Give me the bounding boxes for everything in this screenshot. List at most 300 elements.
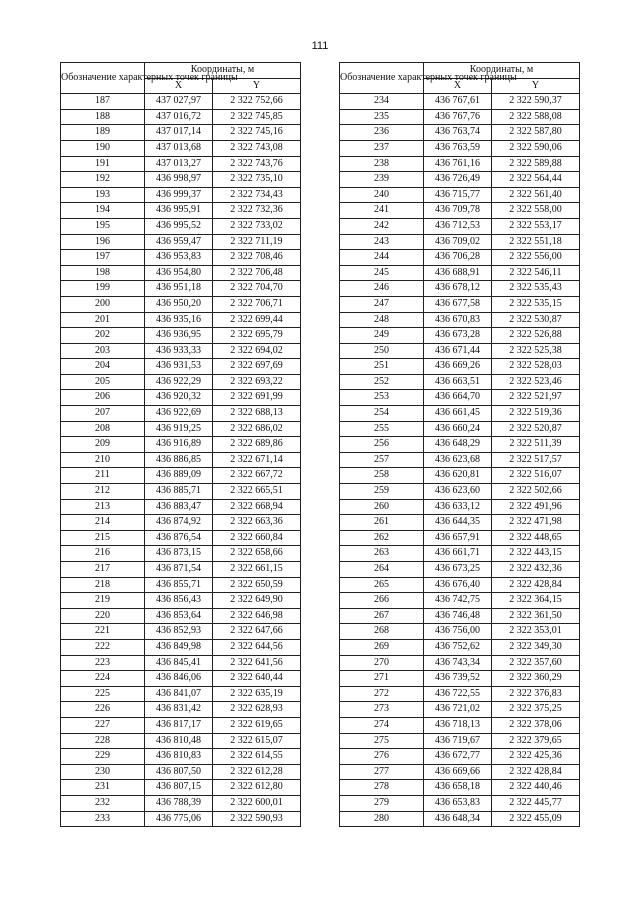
coordinate-x: 436 767,61 [424, 94, 492, 110]
point-number: 256 [340, 437, 424, 453]
point-number: 260 [340, 499, 424, 515]
table-row [340, 484, 580, 500]
coordinate-y: 2 322 528,03 [492, 359, 580, 375]
coordinate-x: 436 951,18 [145, 281, 213, 297]
coordinate-y: 2 322 364,15 [492, 593, 580, 609]
coordinate-y: 2 322 686,02 [213, 421, 301, 437]
coordinate-x: 436 810,48 [145, 733, 213, 749]
point-number: 236 [340, 125, 424, 141]
coordinate-y: 2 322 733,02 [213, 218, 301, 234]
table-row [61, 717, 301, 733]
coordinate-x: 436 852,93 [145, 624, 213, 640]
point-number: 246 [340, 281, 424, 297]
coordinate-x: 436 633,12 [424, 499, 492, 515]
point-number: 211 [61, 468, 145, 484]
table-row [61, 749, 301, 765]
coordinate-y: 2 322 745,85 [213, 109, 301, 125]
point-number: 247 [340, 296, 424, 312]
coordinate-x: 436 739,52 [424, 671, 492, 687]
table-row [340, 671, 580, 687]
table-row [340, 515, 580, 531]
table-row [61, 452, 301, 468]
point-number: 270 [340, 655, 424, 671]
table-row [340, 499, 580, 515]
point-number: 189 [61, 125, 145, 141]
coordinate-x: 436 669,66 [424, 764, 492, 780]
coordinate-x: 437 017,14 [145, 125, 213, 141]
table-row [61, 733, 301, 749]
table-row [61, 172, 301, 188]
point-number: 199 [61, 281, 145, 297]
point-number: 212 [61, 484, 145, 500]
coordinate-x: 436 664,70 [424, 390, 492, 406]
table-row [340, 374, 580, 390]
point-number: 276 [340, 749, 424, 765]
coordinate-x: 436 919,25 [145, 421, 213, 437]
point-number: 242 [340, 218, 424, 234]
table-row [61, 281, 301, 297]
coordinate-y: 2 322 520,87 [492, 421, 580, 437]
coordinate-y: 2 322 734,43 [213, 187, 301, 203]
table-row [340, 468, 580, 484]
table-row [340, 406, 580, 422]
point-number: 204 [61, 359, 145, 375]
coordinate-x: 436 761,16 [424, 156, 492, 172]
table-row [61, 655, 301, 671]
header-designation: Обозначение характерных точек границы [340, 63, 424, 94]
point-number: 197 [61, 250, 145, 266]
coordinate-y: 2 322 660,84 [213, 530, 301, 546]
coordinate-y: 2 322 525,38 [492, 343, 580, 359]
table-row [340, 312, 580, 328]
table-row [340, 94, 580, 110]
point-number: 223 [61, 655, 145, 671]
coordinate-y: 2 322 440,46 [492, 780, 580, 796]
coordinate-x: 436 995,91 [145, 203, 213, 219]
coordinate-y: 2 322 665,51 [213, 484, 301, 500]
table-row [340, 343, 580, 359]
point-number: 188 [61, 109, 145, 125]
coordinate-x: 436 846,06 [145, 671, 213, 687]
point-number: 226 [61, 702, 145, 718]
point-number: 244 [340, 250, 424, 266]
point-number: 252 [340, 374, 424, 390]
coordinate-x: 436 959,47 [145, 234, 213, 250]
coordinate-x: 436 922,29 [145, 374, 213, 390]
coordinate-x: 436 648,29 [424, 437, 492, 453]
coordinate-y: 2 322 379,65 [492, 733, 580, 749]
point-number: 192 [61, 172, 145, 188]
point-number: 264 [340, 562, 424, 578]
table-row [61, 328, 301, 344]
coordinate-x: 436 706,28 [424, 250, 492, 266]
coordinate-y: 2 322 691,99 [213, 390, 301, 406]
coordinate-y: 2 322 376,83 [492, 686, 580, 702]
coordinate-x: 436 953,83 [145, 250, 213, 266]
point-number: 210 [61, 452, 145, 468]
table-row [340, 530, 580, 546]
coordinate-y: 2 322 649,90 [213, 593, 301, 609]
point-number: 208 [61, 421, 145, 437]
table-row [61, 593, 301, 609]
coordinate-y: 2 322 448,65 [492, 530, 580, 546]
coordinate-x: 436 623,68 [424, 452, 492, 468]
coordinate-x: 437 027,97 [145, 94, 213, 110]
point-number: 229 [61, 749, 145, 765]
point-number: 241 [340, 203, 424, 219]
point-number: 259 [340, 484, 424, 500]
point-number: 250 [340, 343, 424, 359]
coordinate-y: 2 322 357,60 [492, 655, 580, 671]
point-number: 231 [61, 780, 145, 796]
point-number: 221 [61, 624, 145, 640]
point-number: 213 [61, 499, 145, 515]
coordinate-y: 2 322 661,15 [213, 562, 301, 578]
table-row [61, 343, 301, 359]
point-number: 235 [340, 109, 424, 125]
coordinate-x: 436 831,42 [145, 702, 213, 718]
point-number: 224 [61, 671, 145, 687]
coordinate-x: 436 722,55 [424, 686, 492, 702]
coordinate-y: 2 322 706,48 [213, 265, 301, 281]
table-row [61, 515, 301, 531]
coordinate-y: 2 322 614,55 [213, 749, 301, 765]
point-number: 196 [61, 234, 145, 250]
header-coordinates: Координаты, м [145, 63, 301, 79]
coordinate-y: 2 322 708,46 [213, 250, 301, 266]
coordinate-y: 2 322 471,98 [492, 515, 580, 531]
point-number: 219 [61, 593, 145, 609]
coordinate-y: 2 322 564,44 [492, 172, 580, 188]
coordinate-y: 2 322 612,80 [213, 780, 301, 796]
table-row [340, 140, 580, 156]
coordinate-y: 2 322 590,93 [213, 811, 301, 827]
table-row [61, 499, 301, 515]
header-y: Y [492, 78, 580, 94]
point-number: 280 [340, 811, 424, 827]
point-number: 193 [61, 187, 145, 203]
coordinate-x: 436 885,71 [145, 484, 213, 500]
table-body-right [340, 94, 580, 827]
point-number: 238 [340, 156, 424, 172]
table-row [340, 281, 580, 297]
coordinate-x: 436 788,39 [145, 795, 213, 811]
table-row [340, 218, 580, 234]
table-row [61, 671, 301, 687]
coordinate-y: 2 322 650,59 [213, 577, 301, 593]
coordinate-x: 436 886,85 [145, 452, 213, 468]
coordinate-y: 2 322 615,07 [213, 733, 301, 749]
coordinate-y: 2 322 704,70 [213, 281, 301, 297]
coordinate-y: 2 322 535,15 [492, 296, 580, 312]
coordinate-y: 2 322 745,16 [213, 125, 301, 141]
table-row [340, 780, 580, 796]
table-row [61, 109, 301, 125]
coordinate-y: 2 322 663,36 [213, 515, 301, 531]
table-row [340, 172, 580, 188]
coordinate-x: 436 752,62 [424, 639, 492, 655]
coordinate-x: 436 763,74 [424, 125, 492, 141]
coordinate-y: 2 322 590,37 [492, 94, 580, 110]
coordinate-x: 436 935,16 [145, 312, 213, 328]
table-row [61, 764, 301, 780]
table-row [340, 733, 580, 749]
point-number: 263 [340, 546, 424, 562]
coordinates-table-right [339, 62, 580, 827]
coordinate-y: 2 322 706,71 [213, 296, 301, 312]
point-number: 205 [61, 374, 145, 390]
point-number: 207 [61, 406, 145, 422]
table-row [340, 655, 580, 671]
table-row [340, 624, 580, 640]
coordinate-y: 2 322 641,56 [213, 655, 301, 671]
coordinate-y: 2 322 517,57 [492, 452, 580, 468]
table-row [61, 187, 301, 203]
coordinate-y: 2 322 521,97 [492, 390, 580, 406]
coordinate-y: 2 322 619,65 [213, 717, 301, 733]
coordinate-x: 436 933,33 [145, 343, 213, 359]
header-designation: Обозначение характерных точек границы [61, 63, 145, 94]
coordinate-x: 436 841,07 [145, 686, 213, 702]
point-number: 232 [61, 795, 145, 811]
coordinate-y: 2 322 530,87 [492, 312, 580, 328]
table-row [340, 577, 580, 593]
coordinate-x: 436 874,92 [145, 515, 213, 531]
coordinate-x: 436 742,75 [424, 593, 492, 609]
table-row [61, 530, 301, 546]
table-row [61, 94, 301, 110]
coordinate-y: 2 322 535,43 [492, 281, 580, 297]
coordinate-x: 436 775,06 [145, 811, 213, 827]
table-row [61, 125, 301, 141]
coordinate-y: 2 322 428,84 [492, 577, 580, 593]
point-number: 266 [340, 593, 424, 609]
point-number: 275 [340, 733, 424, 749]
coordinate-y: 2 322 511,39 [492, 437, 580, 453]
coordinate-y: 2 322 658,66 [213, 546, 301, 562]
table-row [61, 203, 301, 219]
coordinate-x: 436 709,02 [424, 234, 492, 250]
coordinate-x: 436 853,64 [145, 608, 213, 624]
coordinate-y: 2 322 519,36 [492, 406, 580, 422]
coordinate-x: 436 807,15 [145, 780, 213, 796]
coordinate-x: 436 950,20 [145, 296, 213, 312]
point-number: 269 [340, 639, 424, 655]
point-number: 201 [61, 312, 145, 328]
table-row [61, 437, 301, 453]
point-number: 191 [61, 156, 145, 172]
coordinate-x: 436 936,95 [145, 328, 213, 344]
coordinate-x: 436 721,02 [424, 702, 492, 718]
point-number: 217 [61, 562, 145, 578]
coordinate-y: 2 322 353,01 [492, 624, 580, 640]
table-row [61, 577, 301, 593]
table-row [340, 125, 580, 141]
coordinate-y: 2 322 523,46 [492, 374, 580, 390]
coordinate-y: 2 322 349,30 [492, 639, 580, 655]
point-number: 195 [61, 218, 145, 234]
coordinate-x: 436 767,76 [424, 109, 492, 125]
coordinate-x: 436 817,17 [145, 717, 213, 733]
coordinate-x: 436 916,89 [145, 437, 213, 453]
coordinate-y: 2 322 432,36 [492, 562, 580, 578]
coordinate-y: 2 322 688,13 [213, 406, 301, 422]
coordinate-x: 436 688,91 [424, 265, 492, 281]
coordinate-x: 436 889,09 [145, 468, 213, 484]
coordinate-y: 2 322 732,36 [213, 203, 301, 219]
table-body-left [61, 94, 301, 827]
coordinate-y: 2 322 668,94 [213, 499, 301, 515]
coordinate-x: 436 661,71 [424, 546, 492, 562]
coordinate-y: 2 322 612,28 [213, 764, 301, 780]
coordinate-x: 436 672,77 [424, 749, 492, 765]
table-row [340, 639, 580, 655]
table-row [340, 187, 580, 203]
table-row [61, 390, 301, 406]
coordinate-y: 2 322 360,29 [492, 671, 580, 687]
table-row [61, 265, 301, 281]
coordinate-y: 2 322 588,08 [492, 109, 580, 125]
coordinate-x: 436 876,54 [145, 530, 213, 546]
coordinate-y: 2 322 455,09 [492, 811, 580, 827]
coordinate-y: 2 322 600,01 [213, 795, 301, 811]
point-number: 245 [340, 265, 424, 281]
coordinate-x: 436 676,40 [424, 577, 492, 593]
coordinates-table-left [60, 62, 301, 827]
header-x: X [424, 78, 492, 94]
table-row [61, 468, 301, 484]
point-number: 278 [340, 780, 424, 796]
table-row [61, 795, 301, 811]
coordinate-y: 2 322 693,22 [213, 374, 301, 390]
table-row [61, 780, 301, 796]
table-row [61, 374, 301, 390]
coordinate-x: 436 671,44 [424, 343, 492, 359]
coordinate-y: 2 322 491,96 [492, 499, 580, 515]
coordinate-y: 2 322 695,79 [213, 328, 301, 344]
point-number: 215 [61, 530, 145, 546]
coordinate-x: 436 677,58 [424, 296, 492, 312]
table-row [340, 811, 580, 827]
page-number: 111 [311, 40, 329, 52]
table-row [340, 546, 580, 562]
table-row [61, 686, 301, 702]
point-number: 239 [340, 172, 424, 188]
table-row [340, 203, 580, 219]
point-number: 267 [340, 608, 424, 624]
table-row [61, 234, 301, 250]
table-row [61, 312, 301, 328]
coordinate-x: 436 620,81 [424, 468, 492, 484]
coordinate-x: 436 648,34 [424, 811, 492, 827]
point-number: 206 [61, 390, 145, 406]
table-row [340, 717, 580, 733]
point-number: 234 [340, 94, 424, 110]
coordinate-x: 436 644,35 [424, 515, 492, 531]
coordinate-y: 2 322 694,02 [213, 343, 301, 359]
point-number: 271 [340, 671, 424, 687]
coordinate-x: 436 845,41 [145, 655, 213, 671]
point-number: 233 [61, 811, 145, 827]
coordinate-y: 2 322 561,40 [492, 187, 580, 203]
coordinate-x: 436 746,48 [424, 608, 492, 624]
point-number: 277 [340, 764, 424, 780]
coordinate-x: 437 013,68 [145, 140, 213, 156]
coordinate-y: 2 322 590,06 [492, 140, 580, 156]
point-number: 228 [61, 733, 145, 749]
coordinate-y: 2 322 711,19 [213, 234, 301, 250]
coordinate-x: 436 849,98 [145, 639, 213, 655]
coordinate-x: 436 726,49 [424, 172, 492, 188]
point-number: 216 [61, 546, 145, 562]
coordinate-y: 2 322 628,93 [213, 702, 301, 718]
table-row [340, 702, 580, 718]
table-row [61, 218, 301, 234]
coordinate-x: 436 678,12 [424, 281, 492, 297]
coordinate-x: 436 873,15 [145, 546, 213, 562]
coordinate-y: 2 322 667,72 [213, 468, 301, 484]
table-row [340, 608, 580, 624]
coordinate-x: 436 995,52 [145, 218, 213, 234]
coordinate-x: 436 856,43 [145, 593, 213, 609]
point-number: 248 [340, 312, 424, 328]
coordinate-x: 436 661,45 [424, 406, 492, 422]
coordinate-x: 437 013,27 [145, 156, 213, 172]
table-row [340, 296, 580, 312]
coordinate-x: 436 712,53 [424, 218, 492, 234]
coordinate-y: 2 322 697,69 [213, 359, 301, 375]
point-number: 274 [340, 717, 424, 733]
coordinate-y: 2 322 556,00 [492, 250, 580, 266]
point-number: 265 [340, 577, 424, 593]
table-row [340, 593, 580, 609]
point-number: 194 [61, 203, 145, 219]
point-number: 268 [340, 624, 424, 640]
coordinate-x: 437 016,72 [145, 109, 213, 125]
coordinate-x: 436 709,78 [424, 203, 492, 219]
point-number: 262 [340, 530, 424, 546]
table-row [340, 250, 580, 266]
header-y: Y [213, 78, 301, 94]
coordinate-y: 2 322 558,00 [492, 203, 580, 219]
table-row [61, 639, 301, 655]
coordinate-y: 2 322 445,77 [492, 795, 580, 811]
table-row [61, 140, 301, 156]
coordinate-y: 2 322 647,66 [213, 624, 301, 640]
point-number: 200 [61, 296, 145, 312]
coordinate-y: 2 322 671,14 [213, 452, 301, 468]
coordinate-y: 2 322 587,80 [492, 125, 580, 141]
header-x: X [145, 78, 213, 94]
table-row [340, 764, 580, 780]
table-row [340, 156, 580, 172]
coordinate-y: 2 322 635,19 [213, 686, 301, 702]
table-row [61, 624, 301, 640]
table-row [61, 546, 301, 562]
coordinate-x: 436 673,25 [424, 562, 492, 578]
point-number: 253 [340, 390, 424, 406]
coordinate-y: 2 322 551,18 [492, 234, 580, 250]
coordinate-x: 436 657,91 [424, 530, 492, 546]
coordinate-y: 2 322 689,86 [213, 437, 301, 453]
coordinate-x: 436 718,13 [424, 717, 492, 733]
table-row [61, 296, 301, 312]
coordinate-x: 436 673,28 [424, 328, 492, 344]
coordinate-x: 436 954,80 [145, 265, 213, 281]
table-row [340, 421, 580, 437]
point-number: 220 [61, 608, 145, 624]
coordinate-x: 436 658,18 [424, 780, 492, 796]
